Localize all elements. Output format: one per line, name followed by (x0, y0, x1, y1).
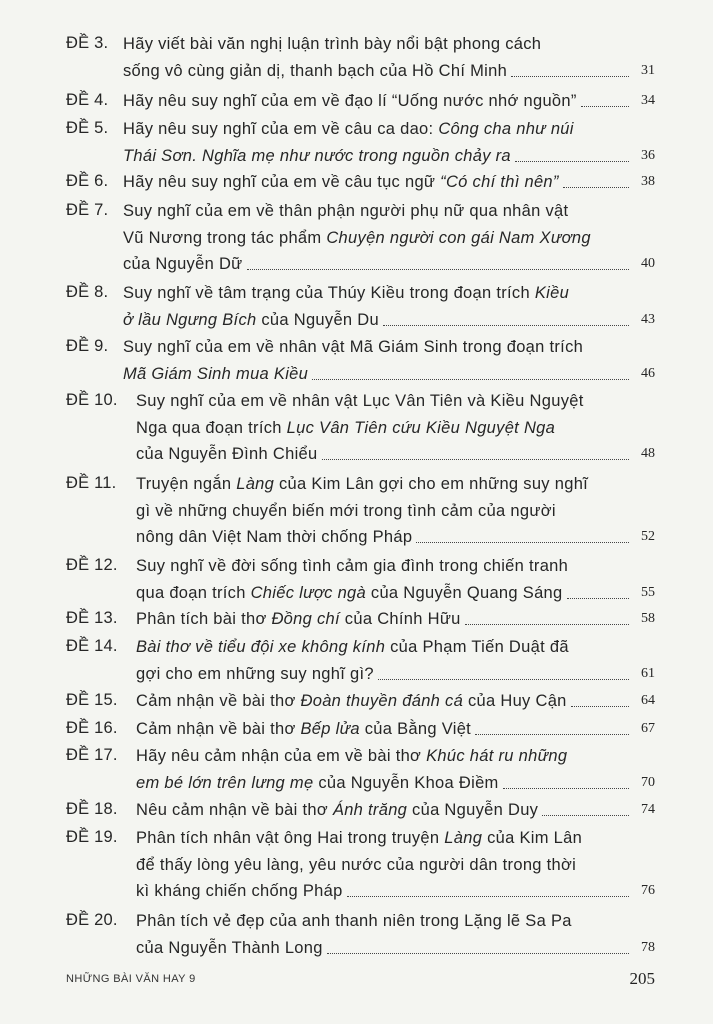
entry-line (123, 119, 574, 139)
entry-text: kì kháng chiến chống Pháp (136, 882, 343, 900)
entry-label: ĐỀ 10. (66, 391, 118, 409)
entry-line (123, 34, 541, 54)
entry-text: Hãy viết bài văn nghị luận trình bày nổi bật phong cách (123, 35, 542, 53)
entry-label: ĐỀ 20. (66, 911, 118, 929)
entry-page-number: 46 (641, 365, 655, 381)
italic-title-text: “Có chí thì nên” (440, 173, 559, 191)
italic-title-text: Đồng chí (271, 610, 340, 628)
dot-leader (511, 76, 629, 77)
entry-page-number: 67 (641, 721, 655, 736)
italic-title-text: Đoàn thuyền đánh cá (300, 692, 464, 710)
entry-page-number: 55 (641, 584, 655, 600)
italic-title-text: Làng (236, 475, 275, 493)
entry-text: của Nguyễn Khoa Điềm (313, 773, 499, 792)
italic-title-text: Chiếc lược ngà (250, 583, 367, 602)
entry-text: Nga qua đoạn trích (136, 418, 287, 437)
entry-last-line (136, 583, 655, 603)
entry-text: của Nguyễn Thành Long (136, 938, 323, 957)
entry-label: ĐỀ 9. (66, 337, 109, 355)
entry-page-number: 76 (641, 883, 655, 898)
entry-page-number: 34 (641, 93, 655, 108)
entry-line (136, 501, 556, 521)
dot-leader (327, 953, 629, 954)
entry-line (136, 609, 461, 629)
italic-title-text: Công cha như núi (438, 120, 574, 138)
entry-last-line (136, 881, 655, 901)
entry-last-line (136, 773, 655, 793)
entry-line (136, 719, 471, 739)
entry-text: Suy nghĩ về tâm trạng của Thúy Kiều trong đoạn trích (123, 284, 535, 302)
entry-label: ĐỀ 12. (66, 556, 118, 574)
italic-title-text: Chuyện người con gái Nam Xương (326, 228, 591, 247)
entry-label: ĐỀ 7. (66, 201, 109, 219)
entry-line (136, 911, 572, 931)
entry-line (123, 172, 559, 192)
italic-title-text: Bài thơ về tiểu đội xe không kính (136, 638, 386, 656)
entry-label: ĐỀ 5. (66, 119, 109, 137)
entry-line (123, 146, 511, 166)
entry-text: của Kim Lân gợi cho em những suy nghĩ (274, 475, 589, 493)
entry-label: ĐỀ 6. (66, 172, 109, 190)
dot-leader (465, 624, 629, 625)
entry-last-line (123, 61, 655, 81)
entry-text: của Bằng Việt (359, 720, 472, 738)
dot-leader (416, 542, 629, 543)
entry-last-line (136, 444, 655, 464)
entry-last-line (136, 938, 655, 958)
entry-label: ĐỀ 17. (66, 746, 118, 764)
entry-text: Suy nghĩ của em về nhân vật Mã Giám Sinh trong đoạn trích (123, 338, 584, 356)
italic-title-text: em bé lớn trên lưng mẹ (136, 773, 314, 792)
entry-page-number: 78 (641, 939, 655, 955)
italic-title-text: Bếp lửa (300, 720, 360, 738)
entry-last-line (123, 364, 655, 384)
entry-label: ĐỀ 8. (66, 283, 109, 301)
dot-leader (312, 379, 629, 380)
dot-leader (581, 106, 629, 107)
entry-line (123, 337, 583, 357)
entry-line (136, 418, 555, 438)
entry-text: của Nguyễn Dữ (123, 255, 243, 273)
entry-last-line (136, 609, 655, 629)
entry-last-line (123, 172, 655, 192)
entry-page-number: 38 (641, 174, 655, 189)
entry-label: ĐỀ 14. (66, 637, 118, 655)
entry-line (136, 691, 567, 711)
entry-page-number: 52 (641, 529, 655, 544)
italic-title-text: Ánh trăng (332, 801, 408, 819)
entry-line (136, 444, 318, 464)
entry-line (136, 881, 343, 901)
entry-label: ĐỀ 4. (66, 91, 109, 109)
entry-text: Cảm nhận về bài thơ (136, 692, 301, 710)
entry-label: ĐỀ 11. (66, 474, 117, 492)
entry-last-line (123, 310, 655, 330)
italic-title-text: ở lầu Ngưng Bích (123, 310, 257, 329)
entry-page-number: 70 (641, 774, 655, 790)
entry-text: của Nguyễn Quang Sáng (366, 583, 563, 602)
entry-text: của Phạm Tiến Duật đã (385, 638, 569, 656)
entry-text: Hãy nêu cảm nhận của em về bài thơ (136, 747, 427, 765)
dot-leader (378, 679, 629, 680)
entry-text: Suy nghĩ về đời sống tình cảm gia đình trong chiến tranh (136, 557, 569, 575)
entry-text: Hãy nêu suy nghĩ của em về câu tục ngữ (123, 173, 441, 191)
entry-last-line (136, 691, 655, 711)
entry-text: qua đoạn trích (136, 583, 251, 602)
entry-text: để thấy lòng yêu làng, yêu nước của người dân trong thời (136, 855, 577, 874)
entry-text: của Nguyễn Đình Chiểu (136, 445, 318, 463)
dot-leader (563, 187, 629, 188)
italic-title-text: Thái Sơn. Nghĩa mẹ như nước trong nguồn chảy ra (123, 146, 511, 165)
dot-leader (515, 161, 629, 162)
entry-label: ĐỀ 16. (66, 719, 118, 737)
entry-text: của Kim Lân (482, 829, 583, 847)
entry-line (136, 746, 567, 766)
entry-text: Phân tích nhân vật ông Hai trong truyện (136, 829, 445, 847)
entry-page-number: 48 (641, 446, 655, 461)
entry-line (136, 855, 576, 875)
entry-text: Suy nghĩ của em về thân phận người phụ nữ qua nhân vật (123, 202, 569, 220)
dot-leader (247, 269, 629, 270)
italic-title-text: Khúc hát ru những (426, 747, 568, 765)
entry-line (123, 228, 591, 248)
entry-label: ĐỀ 19. (66, 828, 118, 846)
entry-text: nông dân Việt Nam thời chống Pháp (136, 528, 413, 546)
entry-text: Truyện ngắn (136, 475, 237, 493)
entry-page-number: 64 (641, 693, 655, 708)
entry-line (123, 201, 568, 221)
entry-line (136, 583, 563, 603)
italic-title-text: Làng (444, 829, 483, 847)
dot-leader (571, 706, 629, 707)
entry-page-number: 36 (641, 147, 655, 163)
entry-text: Hãy nêu suy nghĩ của em về câu ca dao: (123, 120, 439, 138)
entry-text: Suy nghĩ của em về nhân vật Lục Vân Tiên và Kiều Nguyệt (136, 392, 584, 410)
book-title-footer: NHỮNG BÀI VĂN HAY 9 (66, 973, 196, 985)
entry-text: của Nguyễn Du (256, 310, 379, 329)
dot-leader (542, 815, 629, 816)
entry-label: ĐỀ 13. (66, 609, 118, 627)
entry-page-number: 40 (641, 256, 655, 271)
entry-text: gì về những chuyển biến mới trong tình cảm của người (136, 501, 556, 520)
entry-text: Phân tích bài thơ (136, 610, 272, 628)
page-number: 205 (629, 969, 655, 988)
entry-line (136, 556, 568, 576)
entry-line (136, 474, 588, 494)
italic-title-text: Lục Vân Tiên cứu Kiều Nguyệt Nga (286, 418, 556, 437)
dot-leader (503, 788, 629, 789)
entry-text: Cảm nhận về bài thơ (136, 720, 301, 738)
entry-last-line (136, 719, 655, 739)
entry-label: ĐỀ 15. (66, 691, 118, 709)
entry-line (136, 527, 412, 547)
entry-line (123, 283, 569, 303)
dot-leader (322, 459, 630, 460)
entry-text: Hãy nêu suy nghĩ của em về đạo lí “Uống nước nhớ nguồn” (123, 92, 577, 110)
entry-last-line (136, 664, 655, 684)
entry-last-line (136, 800, 655, 820)
italic-title-text: Kiều (534, 284, 570, 302)
entry-line (123, 61, 507, 81)
entry-text: gợi cho em những suy nghĩ gì? (136, 664, 374, 683)
entry-line (123, 364, 308, 384)
entry-page-number: 58 (641, 611, 655, 626)
entry-label: ĐỀ 18. (66, 800, 118, 818)
entry-text: sống vô cùng giản dị, thanh bạch của Hồ Chí Minh (123, 61, 508, 80)
entry-text: của Nguyễn Duy (407, 801, 539, 819)
entry-last-line (123, 146, 655, 166)
entry-last-line (123, 254, 655, 274)
entry-page-number: 31 (641, 62, 655, 78)
entry-line (136, 938, 323, 958)
entry-label: ĐỀ 3. (66, 34, 109, 52)
italic-title-text: Mã Giám Sinh mua Kiều (123, 364, 309, 383)
entry-line (123, 310, 379, 330)
entry-text: Nêu cảm nhận về bài thơ (136, 801, 333, 819)
entry-last-line (136, 527, 655, 547)
entry-page-number: 43 (641, 311, 655, 327)
entry-line (123, 91, 577, 111)
entry-line (136, 391, 584, 411)
entry-line (136, 664, 374, 684)
entry-page-number: 74 (641, 802, 655, 817)
dot-leader (475, 734, 629, 735)
entry-line (123, 254, 243, 274)
entry-line (136, 773, 499, 793)
dot-leader (567, 598, 629, 599)
entry-text: Phân tích vẻ đẹp của anh thanh niên trong Lặng lẽ Sa Pa (136, 912, 572, 930)
entry-text: của Huy Cận (463, 692, 567, 710)
dot-leader (383, 325, 629, 326)
entry-text: Vũ Nương trong tác phẩm (123, 228, 327, 247)
entry-last-line (123, 91, 655, 111)
entry-text: của Chính Hữu (339, 610, 461, 628)
entry-line (136, 828, 582, 848)
entry-line (136, 637, 569, 657)
entry-page-number: 61 (641, 665, 655, 681)
dot-leader (347, 896, 629, 897)
entry-line (136, 800, 538, 820)
